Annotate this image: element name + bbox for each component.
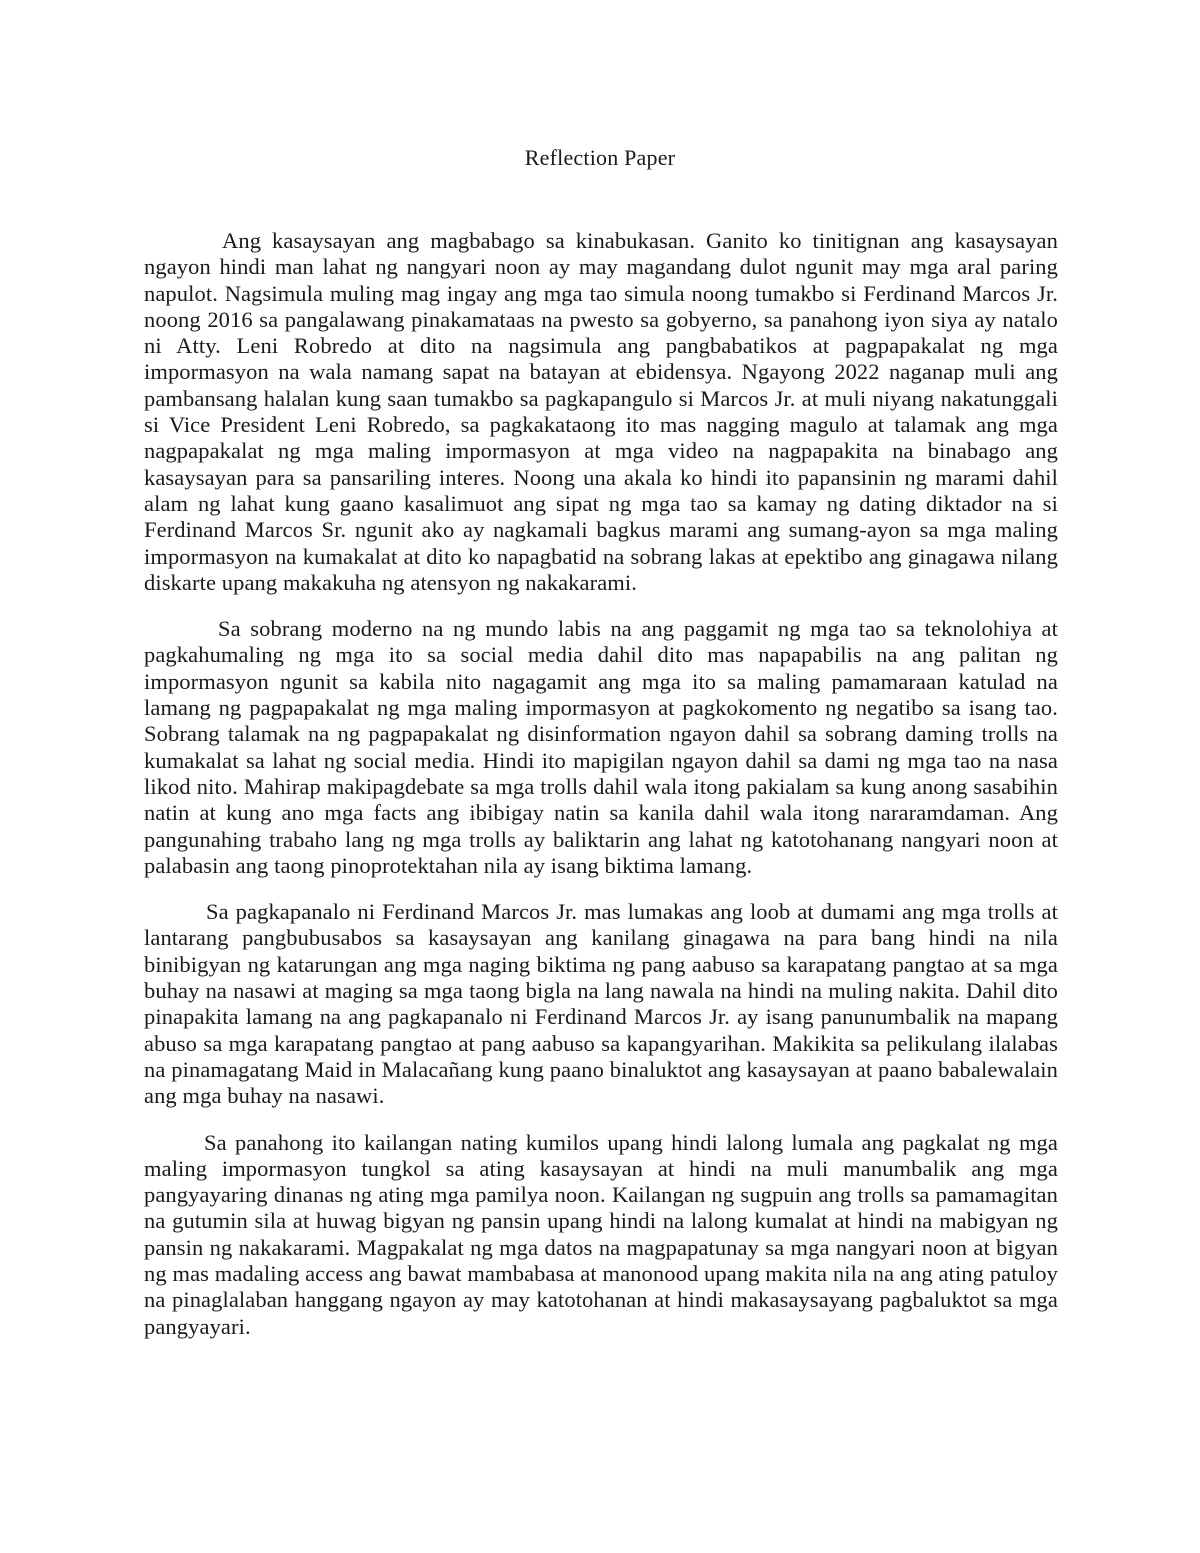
paragraph-3: Sa pagkapanalo ni Ferdinand Marcos Jr. mas lumakas ang loob at dumami ang mga trolls at lantarang pangbubusabos sa kasaysayan ang kanilang ginagawa na para bang hindi na nila binibigyan ng katarungan ang mga naging biktima ng pang aabuso sa karapatang pangtao at sa mga buhay na nasawi at maging sa mga taong bigla na lang nawala na hindi na muling nakita. Dahil dito pinapakita lamang na ang pagkapanalo ni Ferdinand Marcos Jr. ay isang panunumbalik na mapang abuso sa mga karapatang pangtao at pang aabuso sa kapangyarihan. Makikita sa pelikulang ilalabas na pinamagatang Maid in Malacañang kung paano binaluktot ang kasaysayan at paano babalewalain ang mga buhay na nasawi. bbox=[144, 899, 1058, 1109]
document-body bbox=[144, 228, 1058, 1360]
page-title: Reflection Paper bbox=[524, 145, 676, 170]
paragraph-2: Sa sobrang moderno na ng mundo labis na ang paggamit ng mga tao sa teknolohiya at pagkahumaling ng mga ito sa social media dahil dito mas napapabilis na ang palitan ng impormasyon ngunit sa kabila nito nagagamit ang mga ito sa maling pamamaraan katulad na lamang ng pagpapakalat ng mga maling impormasyon at pagkokomento ng negatibo sa isang tao. Sobrang talamak na ng pagpapakalat ng disinformation ngayon dahil sa sobrang daming trolls na kumakalat sa lahat ng social media. Hindi ito mapigilan ngayon dahil sa dami ng mga tao na nasa likod nito. Mahirap makipagdebate sa mga trolls dahil wala itong pakialam sa kung anong sasabihin natin at kung ano mga facts ang ibibigay natin sa kanila dahil wala itong nararamdaman. Ang pangunahing trabaho lang ng mga trolls ay baliktarin ang lahat ng katotohanang nangyari noon at palabasin ang taong pinoprotektahan nila ay isang biktima lamang. bbox=[144, 616, 1058, 878]
paragraph-4: Sa panahong ito kailangan nating kumilos upang hindi lalong lumala ang pagkalat ng mga maling impormasyon tungkol sa ating kasaysayan at hindi na muli manumbalik ang mga pangyayaring dinanas ng ating mga pamilya noon. Kailangan ng sugpuin ang trolls sa pamamagitan na gutumin sila at huwag bigyan ng pansin upang hindi na lalong kumalat at hindi na mabigyan ng pansin ng nakakarami. Magpakalat ng mga datos na magpapatunay sa mga nangyari noon at bigyan ng mas madaling access ang bawat mambabasa at manonood upang makita nila na ang ating patuloy na pinaglalaban hanggang ngayon ay may katotohanan at hindi makasaysayang pagbaluktot sa mga pangyayari. bbox=[144, 1129, 1058, 1339]
paragraph-1: Ang kasaysayan ang magbabago sa kinabukasan. Ganito ko tinitignan ang kasaysayan ngayon hindi man lahat ng nangyari noon ay may magandang dulot ngunit may mga aral paring napulot. Nagsimula muling mag ingay ang mga tao simula noong tumakbo si Ferdinand Marcos Jr. noong 2016 sa pangalawang pinakamataas na pwesto sa gobyerno, sa panahong iyon siya ay natalo ni Atty. Leni Robredo at dito na nagsimula ang pangbabatikos at pagpapakalat ng mga impormasyon na wala namang sapat na batayan at ebidensya. Ngayong 2022 naganap muli ang pambansang halalan kung saan tumakbo sa pagkapangulo si Marcos Jr. at muli niyang nakatunggali si Vice President Leni Robredo, sa pagkakataong ito mas nagging magulo at talamak ang mga nagpapakalat ng mga maling impormasyon at mga video na nagpapakita na binabago ang kasaysayan para sa pansariling interes. Noong una akala ko hindi ito papansinin ng marami dahil alam ng lahat kung gaano kasalimuot ang sipat ng mga tao sa kamay ng dating diktador na si Ferdinand Marcos Sr. ngunit ako ay nagkamali bagkus marami ang sumang-ayon sa mga maling impormasyon na kumakalat at dito ko napagbatid na sobrang lakas at epektibo ang ginagawa nilang diskarte upang makakuha ng atensyon ng nakakarami. bbox=[144, 228, 1058, 595]
